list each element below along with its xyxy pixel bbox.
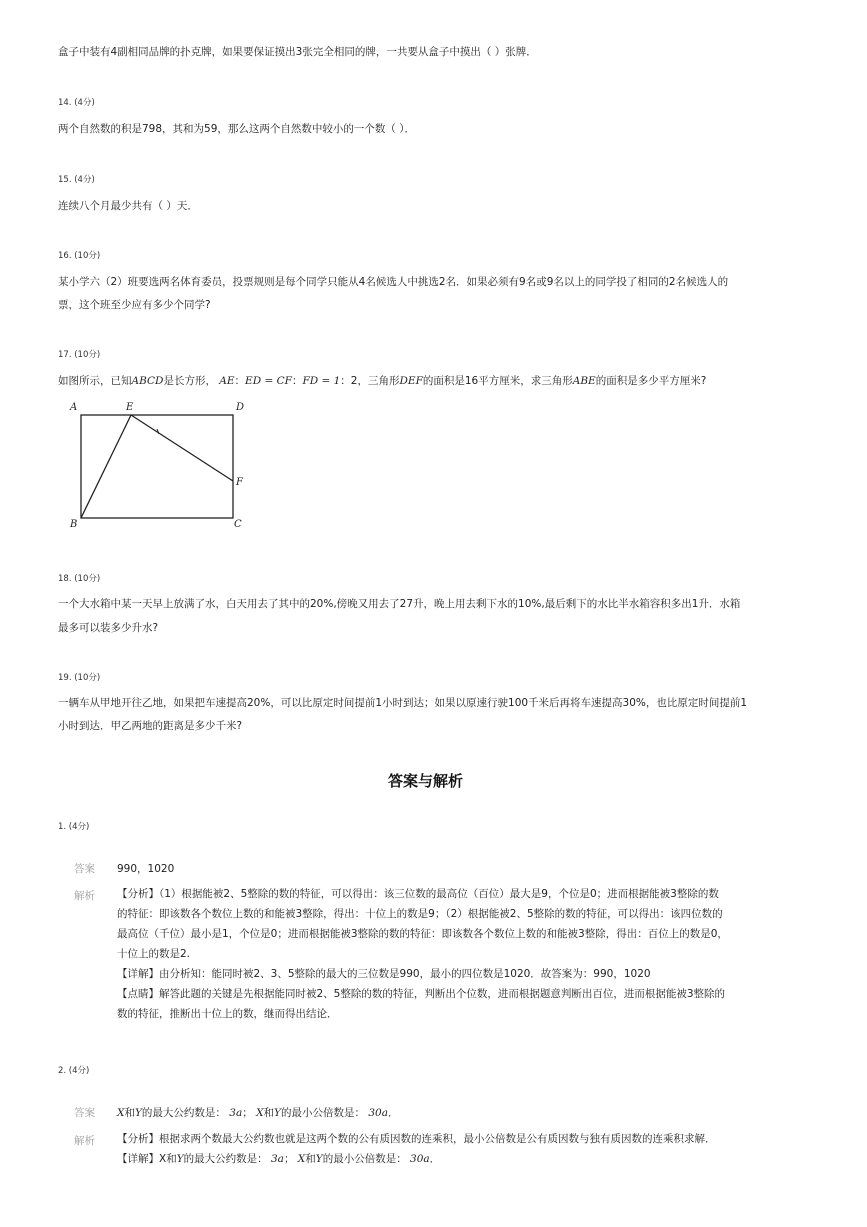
a2-analysis-part: 的最大公约数是： (183, 1153, 268, 1165)
label-d: D (236, 402, 245, 413)
label-e: E (126, 402, 134, 413)
q17-text (58, 375, 706, 388)
a1-analysis-line: 最高位（千位）最小是1，个位是0；进而根据能被3整除的数的特征：即该数各个数位上数的和能被3整除，得出：百位上的数是0， (117, 928, 728, 940)
math-fd: FD = 1 (302, 375, 341, 387)
section-title: 答案与解析 (388, 772, 464, 790)
math-def: DEF (399, 375, 423, 387)
math-3a: 3a (270, 1153, 284, 1165)
a2-analysis-label: 解析 (74, 1135, 95, 1147)
q17-text-part: 的面积是16平方厘米，求三角形 (422, 375, 573, 387)
a2-answer-part: 和 (124, 1107, 135, 1119)
q19-number: 19. (10分) (58, 673, 101, 683)
q13-text: 盒子中装有4副相同品牌的扑克牌，如果要保证摸出3张完全相同的牌，一共要从盒子中摸出（ ）张牌． (58, 46, 537, 58)
rectangle-figure (60, 398, 260, 533)
math-x: X (256, 1107, 264, 1119)
a1-answer: 990，1020 (117, 863, 175, 875)
math-abcd: ABCD (131, 375, 164, 387)
a1-number: 1. (4分) (58, 822, 90, 832)
math-y: Y (134, 1107, 142, 1119)
a2-answer-part: ． (387, 1107, 399, 1119)
math-30a: 30a (410, 1153, 430, 1165)
a2-number: 2. (4分) (58, 1066, 90, 1076)
a2-analysis-part: ． (429, 1153, 441, 1165)
q16-line2: 票，这个班至少应有多少个同学? (58, 299, 211, 311)
a1-analysis-line: 【详解】由分析知：能同时被2、3、5整除的最大的三位数是990，最小的四位数是1020．故答案为：990，1020 (117, 968, 651, 980)
a2-analysis-part: ； (283, 1153, 295, 1165)
q17-text-part: 是长方形， (163, 375, 216, 387)
q16-number: 16. (10分) (58, 251, 101, 261)
q19-line2: 小时到达．甲乙两地的距离是多少千米? (58, 720, 243, 732)
a2-analysis-line: 【分析】根据求两个数最大公约数也就是这两个数的公有质因数的连乘积，最小公倍数是公有质因数与独有质因数的连乘积求解． (117, 1133, 716, 1145)
label-f: F (236, 477, 243, 488)
q17-colon: ： (291, 375, 303, 387)
a1-analysis-line: 【点睛】解答此题的关键是先根据能同时被2、5整除的数的特征，判断出个位数，进而根据题意判断出百位，进而根据能被3整除的 (117, 988, 726, 1000)
math-ed-cf: ED = CF (245, 375, 292, 387)
math-ae: AE (219, 375, 235, 387)
a2-analysis-part: 的最小公倍数是： (322, 1153, 407, 1165)
a2-analysis-line (117, 1149, 797, 1169)
q18-line2: 最多可以装多少升水? (58, 622, 159, 634)
a2-analysis-part: 【详解】X和 (117, 1153, 177, 1165)
math-abe: ABE (572, 375, 596, 387)
q17-text-part: ：2，三角形 (340, 375, 400, 387)
a1-analysis-line: 【分析】（1）根据能被2、5整除的数的特征，可以得出：该三位数的最高位（百位）最大是9，个位是0；进而根据能被3整除的数 (117, 888, 719, 900)
math-y: Y (274, 1107, 281, 1119)
math-y: Y (315, 1153, 323, 1165)
label-a: A (70, 402, 78, 413)
a1-analysis-line: 的特征：即该数各个数位上数的和能被3整除，得出：十位上的数是9；（2）根据能被2、5整除的数的特征，可以得出：该四位数的 (117, 908, 723, 920)
a2-answer-part: 的最大公约数是： (141, 1107, 226, 1119)
a1-answer-label: 答案 (74, 863, 95, 875)
q17-number: 17. (10分) (58, 350, 101, 360)
a1-analysis-label: 解析 (74, 890, 95, 902)
a2-answer (117, 1105, 398, 1120)
q18-number: 18. (10分) (58, 574, 101, 584)
math-3a: 3a (229, 1107, 243, 1119)
a1-analysis (117, 884, 797, 1024)
a2-analysis-part: 和 (305, 1153, 316, 1165)
q17-colon: ： (234, 375, 246, 387)
math-30a: 30a (368, 1107, 388, 1119)
a2-answer-part: ； (242, 1107, 253, 1119)
math-x: X (297, 1153, 306, 1165)
a1-analysis-line: 十位上的数是2. (117, 948, 191, 960)
label-c: C (234, 519, 242, 530)
a2-answer-part: 的最小公倍数是： (280, 1107, 365, 1119)
q19-line1: 一辆车从甲地开往乙地，如果把车速提高20%，可以比原定时间提前1小时到达；如果以原速行驶100千米后再将车速提高30%，也比原定时间提前1 (58, 697, 748, 709)
a2-answer-label: 答案 (74, 1107, 95, 1119)
segment-be (81, 415, 131, 518)
a2-answer-part: 和 (263, 1107, 275, 1119)
math-x: X (117, 1107, 125, 1119)
q14-text: 两个自然数的积是798，其和为59，那么这两个自然数中较小的一个数（ ）． (58, 123, 415, 135)
q17-text-part: 如图所示，已知 (58, 375, 132, 387)
label-b: B (70, 519, 78, 530)
q17-text-part: 的面积是多少平方厘米? (595, 375, 707, 387)
q15-text: 连续八个月最少共有（ ）天． (58, 200, 198, 212)
math-y: Y (176, 1153, 184, 1165)
q15-number: 15. (4分) (58, 175, 95, 185)
segment-ef (131, 415, 233, 481)
q18-line1: 一个大水箱中某一天早上放满了水，白天用去了其中的20%,傍晚又用去了27升，晚上用去剩下水的10%,最后剩下的水比半水箱容积多出1升．水箱 (58, 598, 741, 610)
q16-line1: 某小学六（2）班要选两名体育委员，投票规则是每个同学只能从4名候选人中挑选2名．如果必须有9名或9名以上的同学投了相同的2名候选人的 (58, 276, 729, 288)
a1-analysis-line: 数的特征，推断出十位上的数，继而得出结论． (117, 1008, 338, 1020)
a2-analysis (117, 1129, 797, 1169)
q14-number: 14. (4分) (58, 98, 95, 108)
